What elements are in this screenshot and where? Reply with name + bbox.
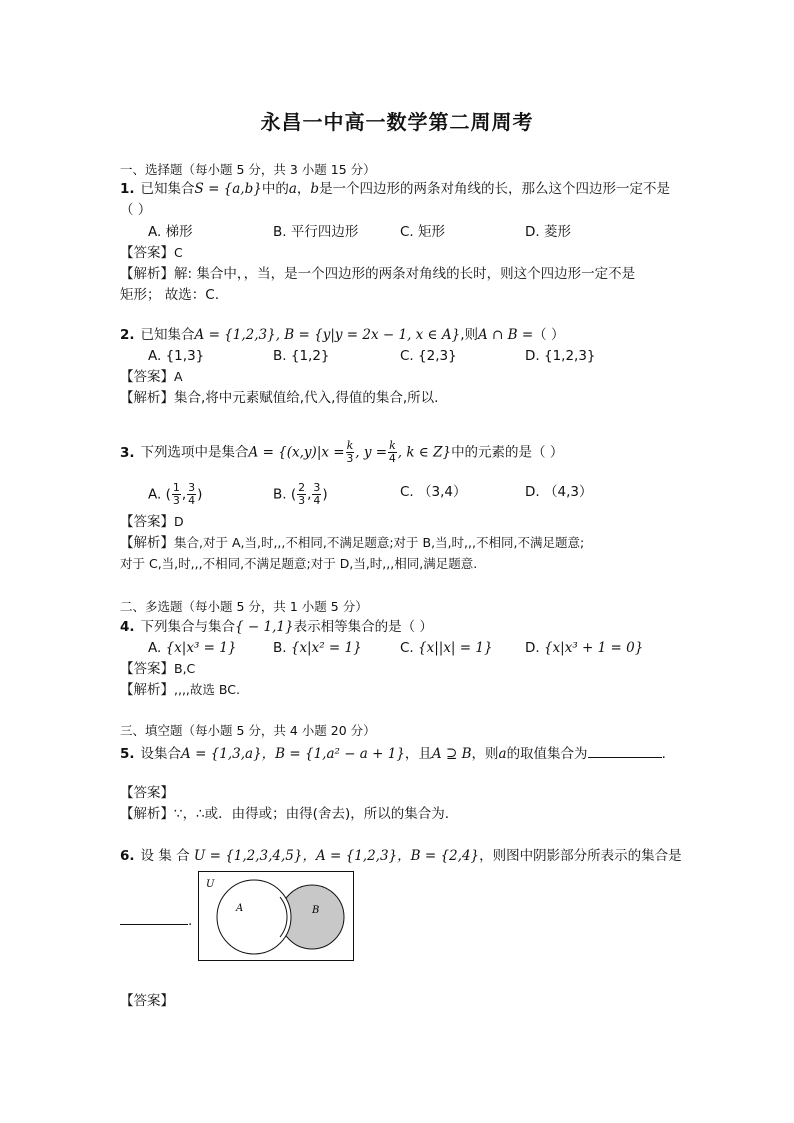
venn-label-a: A: [236, 903, 244, 914]
q3-option-b: B. ( $\frac{2}{3}$ , $\frac{3}{4}$ ): [273, 481, 328, 507]
venn-set-a: [217, 880, 291, 954]
venn-label-u: U: [206, 879, 215, 890]
q1-analysis-line2: 矩形； 故选：C.: [120, 287, 220, 303]
q6-answer-blank[interactable]: [120, 910, 188, 925]
q2-option-c: C. {2,3}: [400, 348, 457, 364]
section-heading-1: 一、选择题（每小题 5 分，共 3 小题 15 分）: [120, 162, 376, 177]
q4-answer: 【答案】B,C: [120, 661, 196, 677]
q1-stem-text-f: 是一个四边形的两条对角线的长，那么这个四边形一定不是: [319, 181, 671, 197]
q2-stem: 2. 已知集合A = {1,2,3}, B = {y|y = 2x − 1, x ∈ A},则A ∩ B =（ ）: [120, 327, 565, 343]
q2-number: 2.: [120, 327, 135, 343]
q5-answer: 【答案】: [120, 785, 174, 801]
q2-answer-value: A: [174, 369, 183, 384]
q1-math: S = {a,b}: [194, 181, 262, 197]
q1-answer-value: C: [174, 245, 183, 260]
q1-option-d: D. 菱形: [525, 224, 571, 240]
q1-stem-text-b: 中的: [261, 181, 289, 197]
q3-option-a: A. ( $\frac{1}{3}$ , $\frac{3}{4}$ ): [148, 481, 203, 507]
q1-option-b: B. 平行四边形: [273, 224, 359, 240]
q1-var-a: a: [288, 181, 297, 197]
q3-answer-value: D: [174, 514, 184, 529]
q3-frac-k4: $\frac{k}{4}$: [388, 439, 396, 465]
q5-answer-blank[interactable]: [588, 743, 662, 758]
q1-answer: [120, 244, 183, 262]
q4-number: 4.: [120, 619, 135, 635]
q4-answer-value: B,C: [174, 661, 196, 676]
q3-answer: 【答案】D: [120, 514, 184, 530]
q1-paren: （ ）: [120, 202, 152, 218]
q2-math: A = {1,2,3}, B = {y|y = 2x − 1, x ∈ A}: [194, 327, 461, 343]
q4-stem: 4. 下列集合与集合{ − 1,1}表示相等集合的是（ ）: [120, 619, 433, 635]
q5-number: 5.: [120, 746, 135, 762]
q1-stem-text-d: ，: [296, 181, 311, 197]
answer-tag: 【答案】: [120, 245, 174, 261]
venn-label-b: B: [312, 905, 320, 916]
q3-option-c: C. （3,4）: [400, 484, 467, 500]
q3-stem: 3. 下列选项中是集合A = {(x,y)|x = $\frac{k}{3}$ , y = $\frac{k}{4}$ , k ∈ Z}中的元素的是（ ）: [120, 439, 564, 465]
q3-frac-k3: $\frac{k}{3}$: [346, 439, 354, 465]
q2-math2: A ∩ B =: [477, 327, 534, 343]
q6-stem: 6. 设 集 合 U = {1,2,3,4,5}，A = {1,2,3}，B = {2,4}，则图中阴影部分所表示的集合是: [120, 848, 682, 864]
q1-analysis-line1: 【解析】解: 集合中，，当，是一个四边形的两条对角线的长时，则这个四边形一定不是: [120, 266, 636, 282]
q5-math: A = {1,3,a}，B = {1,a² − a + 1}: [181, 746, 405, 762]
section-heading-3: 三、填空题（每小题 5 分，共 4 小题 20 分）: [120, 723, 376, 738]
q6-math: U = {1,2,3,4,5}，A = {1,2,3}，B = {2,4}: [193, 848, 480, 864]
q2-option-d: D. {1,2,3}: [525, 348, 596, 364]
q1-option-a: A. 梯形: [148, 224, 193, 240]
q3-analysis-line1: 【解析】集合,对于 A,当,时,,,不相同,不满足题意;对于 B,当,时,,,不相同,不满足题意;: [120, 535, 585, 551]
section-heading-2: 二、多选题（每小题 5 分，共 1 小题 5 分）: [120, 599, 368, 614]
q2-answer: 【答案】A: [120, 369, 183, 385]
q6-blank-line: .: [120, 910, 192, 930]
q4-option-b: B. {x|x² = 1}: [273, 640, 362, 656]
q4-option-d: D. {x|x³ + 1 = 0}: [525, 640, 644, 656]
q2-analysis: 【解析】集合,将中元素赋值给,代入,得值的集合,所以.: [120, 390, 439, 406]
q1-stem-text-a: 已知集合: [140, 181, 195, 197]
q3-number: 3.: [120, 444, 135, 461]
q1-number: 1.: [120, 181, 135, 197]
q6-number: 6.: [120, 848, 135, 864]
q2-option-a: A. {1,3}: [148, 348, 205, 364]
q1-option-c: C. 矩形: [400, 224, 446, 240]
page-title: 永昌一中高一数学第二周周考: [260, 110, 534, 134]
venn-diagram: [198, 871, 354, 961]
q2-option-b: B. {1,2}: [273, 348, 330, 364]
q6-answer: 【答案】: [120, 993, 174, 1009]
analysis-tag: 【解析】: [120, 266, 174, 282]
q4-option-c: C. {x||x| = 1}: [400, 640, 493, 656]
q4-analysis: 【解析】,,,,故选 BC.: [120, 682, 240, 698]
q4-option-a: A. {x|x³ = 1}: [148, 640, 237, 656]
q4-math: { − 1,1}: [235, 619, 294, 635]
q3-analysis-line2: 对于 C,当,时,,,不相同,不满足题意;对于 D,当,时,,,相同,满足题意.: [120, 556, 478, 571]
q3-option-d: D. （4,3）: [525, 484, 593, 500]
q5-stem: 5. 设集合A = {1,3,a}，B = {1,a² − a + 1}，且A ⊇ B，则a的取值集合为 .: [120, 743, 666, 763]
q5-analysis: 【解析】∵，∴或．由得或；由得(舍去)，所以的集合为.: [120, 806, 450, 822]
q1-stem: [120, 180, 670, 198]
q1-var-b: b: [310, 181, 320, 197]
